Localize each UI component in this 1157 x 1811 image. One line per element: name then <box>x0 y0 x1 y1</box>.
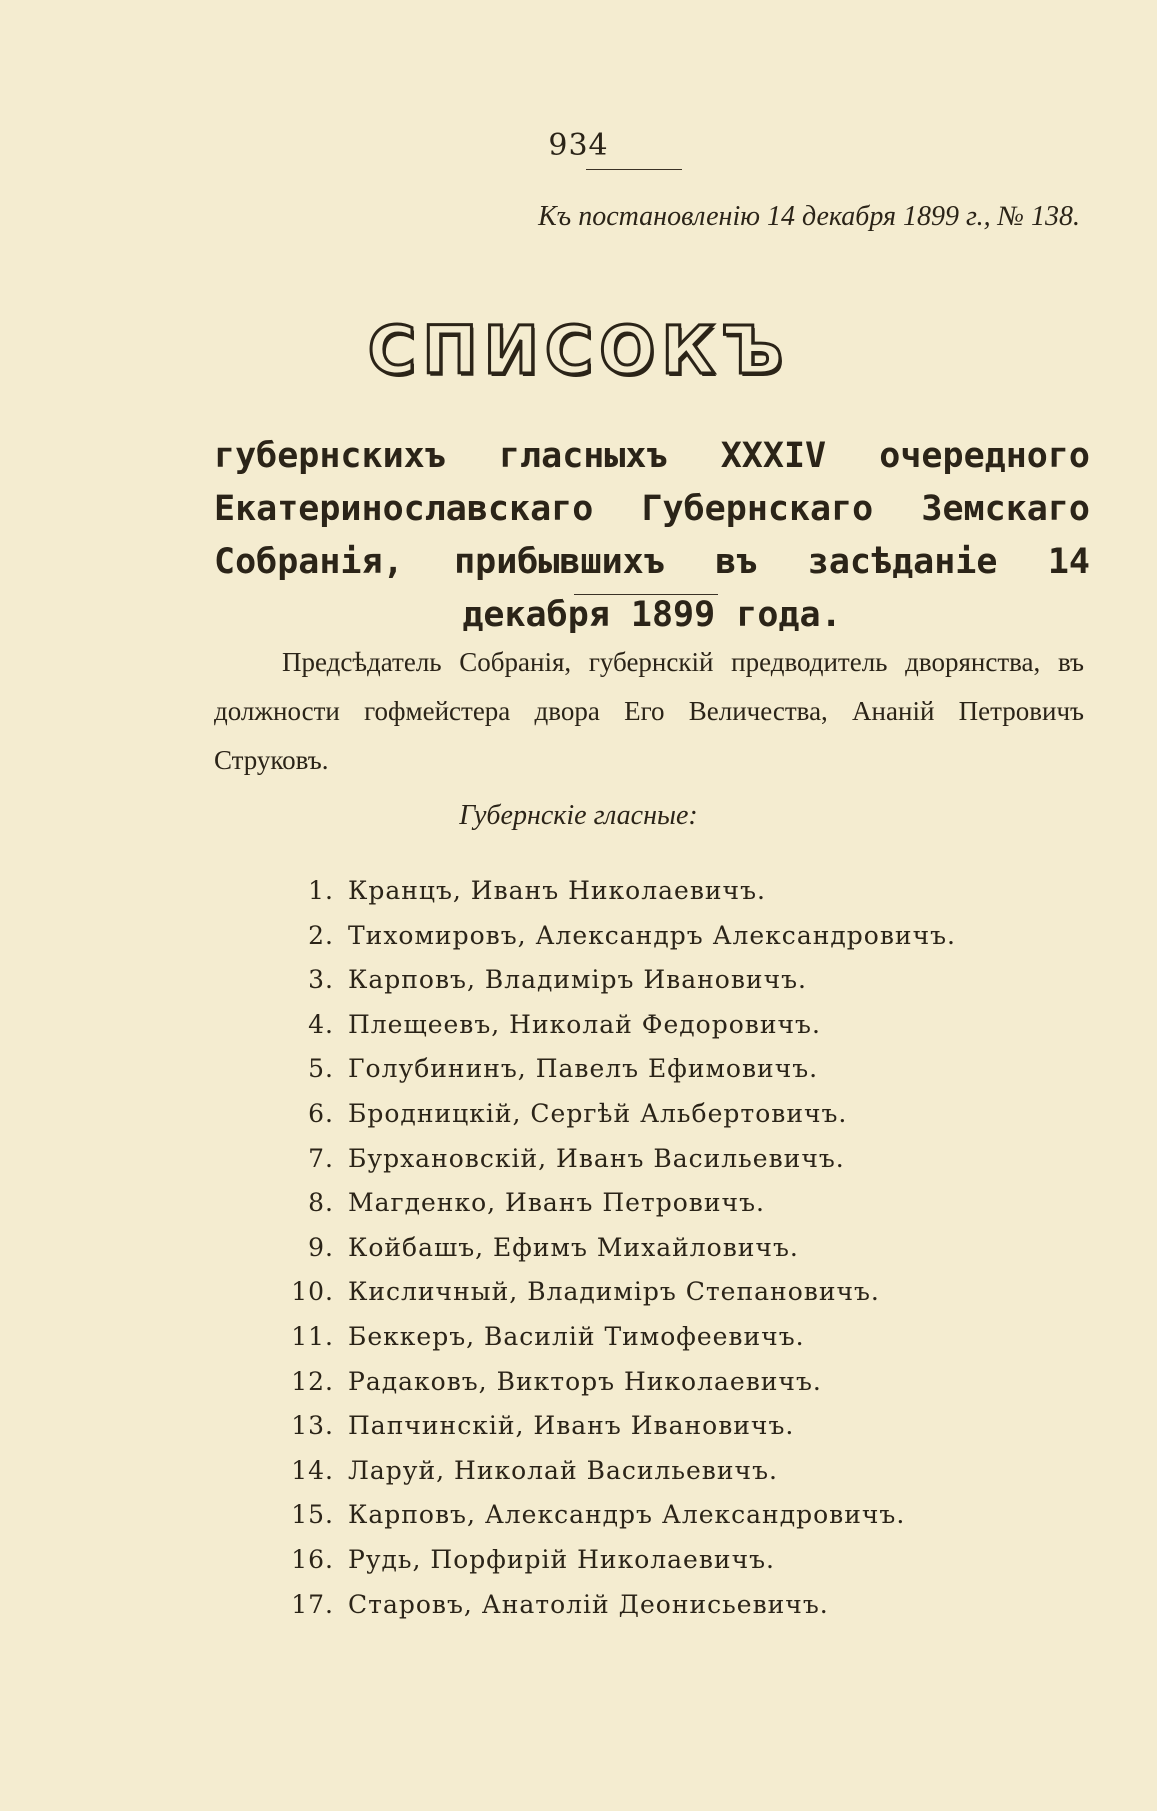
list-item <box>280 914 1040 959</box>
list-item-number: 5. <box>308 1054 334 1084</box>
list-item-name: Магденко, Иванъ Петровичъ. <box>348 1188 765 1218</box>
list-item-number: 13. <box>291 1411 334 1441</box>
list-item-number: 12. <box>291 1366 334 1396</box>
list-item <box>280 1315 1040 1360</box>
list-item-name: Ларуй, Николай Васильевичъ. <box>348 1455 778 1485</box>
deputy-list <box>280 869 1040 1627</box>
list-item-number: 8. <box>308 1188 334 1218</box>
list-item <box>280 1360 1040 1405</box>
subtitle-rule <box>574 594 718 595</box>
list-item <box>280 1003 1040 1048</box>
list-item <box>280 1092 1040 1137</box>
list-item-number: 9. <box>308 1232 334 1262</box>
list-item <box>280 1449 1040 1494</box>
list-item-name: Старовъ, Анатолій Деонисьевичъ. <box>348 1589 829 1619</box>
document-title: СПИСОКЪ <box>367 312 790 389</box>
page-number-rule <box>586 169 682 170</box>
list-item-name: Койбашъ, Ефимъ Михайловичъ. <box>348 1232 799 1262</box>
section-heading: Губернскіе гласные: <box>459 800 698 831</box>
list-item <box>280 1538 1040 1583</box>
list-item-name: Папчинскій, Иванъ Ивановичъ. <box>348 1411 795 1441</box>
list-item <box>280 1181 1040 1226</box>
list-item-number: 1. <box>308 876 334 905</box>
list-item-number: 7. <box>308 1143 334 1173</box>
list-item-number: 6. <box>308 1098 334 1128</box>
list-item-name: Беккеръ, Василій Тимофеевичъ. <box>348 1321 805 1351</box>
list-item-number: 16. <box>291 1544 334 1574</box>
list-item-number: 11. <box>291 1321 334 1351</box>
list-item-name: Радаковъ, Викторъ Николаевичъ. <box>348 1366 822 1396</box>
list-item <box>280 1137 1040 1182</box>
list-item-number: 3. <box>308 965 334 995</box>
list-item-number: 4. <box>308 1009 334 1039</box>
list-item-name: Карповъ, Александръ Александровичъ. <box>348 1500 906 1530</box>
list-item-name: Рудь, Порфирій Николаевичъ. <box>348 1544 775 1574</box>
list-item <box>280 1404 1040 1449</box>
list-item-name: Тихомировъ, Александръ Александровичъ. <box>348 920 956 950</box>
document-subtitle: губернскихъ гласныхъ XXXIV очередного Екатеринославскаго Губернскаго Земскаго Собранія, прибывшихъ въ засѣданіе 14 декабря 1899 года. <box>214 436 1090 635</box>
list-item <box>280 1270 1040 1315</box>
list-item-name: Кранцъ, Иванъ Николаевичъ. <box>348 876 766 905</box>
chairman-paragraph: Предсѣдатель Собранія, губернскій предводитель дворянства, въ должности гофмейстера двора Его Величества, Ананій Петровичъ Струковъ. <box>214 647 1084 775</box>
list-item-number: 14. <box>291 1455 334 1485</box>
list-item-number: 15. <box>291 1500 334 1530</box>
list-item-name: Бродницкій, Сергѣй Альбертовичъ. <box>348 1098 848 1128</box>
list-item <box>280 869 1040 914</box>
list-item <box>280 1047 1040 1092</box>
list-item <box>280 1226 1040 1271</box>
list-item-name: Карповъ, Владиміръ Ивановичъ. <box>348 965 807 995</box>
list-item <box>280 958 1040 1003</box>
list-item-number: 17. <box>291 1589 334 1619</box>
list-item-name: Бурхановскій, Иванъ Васильевичъ. <box>348 1143 845 1173</box>
list-item <box>280 1493 1040 1538</box>
list-item-name: Плещеевъ, Николай Федоровичъ. <box>348 1009 821 1039</box>
reference-line: Къ постановленію 14 декабря 1899 г., № 138. <box>538 201 1080 232</box>
list-item-number: 2. <box>308 920 334 950</box>
page-number: 934 <box>548 128 609 163</box>
list-item-name: Голубининъ, Павелъ Ефимовичъ. <box>348 1054 819 1084</box>
list-item-name: Кисличный, Владиміръ Степановичъ. <box>348 1277 880 1307</box>
list-item-number: 10. <box>291 1277 334 1307</box>
list-item <box>280 1583 1040 1628</box>
